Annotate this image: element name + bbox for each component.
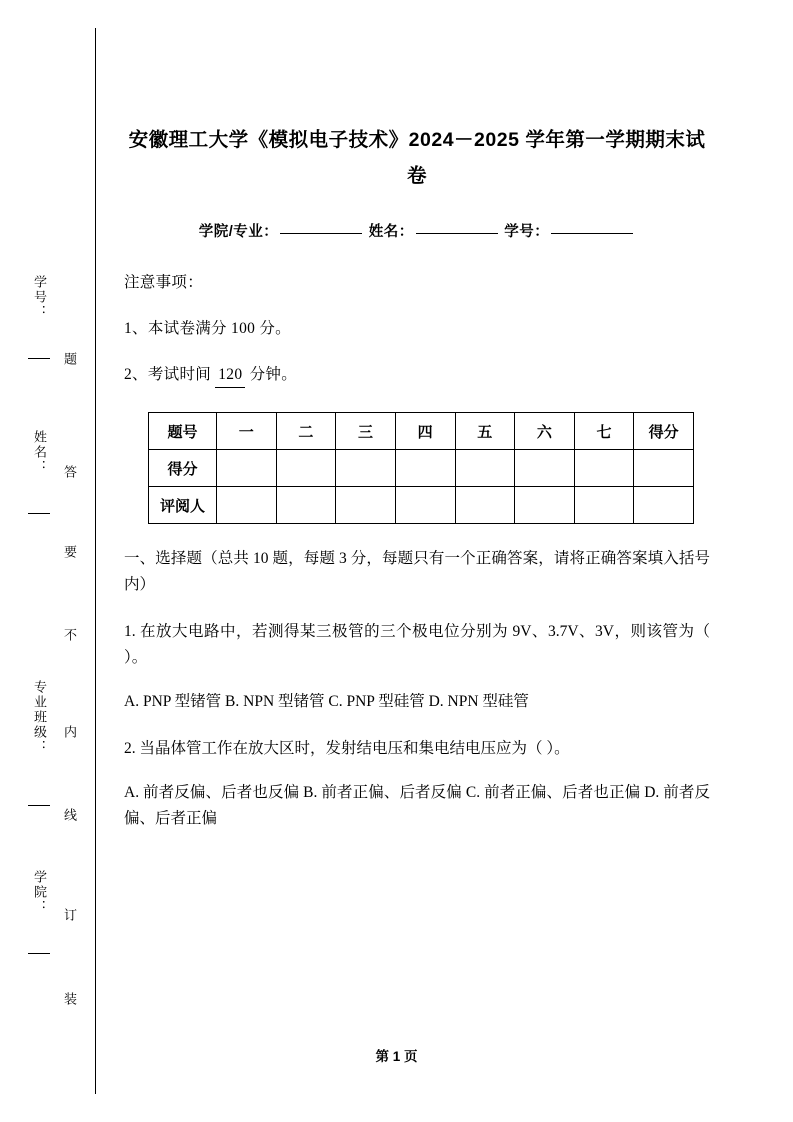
- document-body: [124, 0, 710, 833]
- reviewer-cell[interactable]: [395, 487, 455, 524]
- score-table-row-header-1: 得分: [149, 450, 217, 487]
- field-name: 姓名：: [32, 430, 47, 475]
- question-1-text: 1. 在放大电路中，若测得某三极管的三个极电位分别为 9V、3.7V、3V，则该管为（ ）。: [124, 622, 710, 667]
- seal-char-7: 订: [62, 908, 77, 923]
- note-item-2-suffix: 分钟。: [249, 366, 297, 384]
- field-college-rule: [28, 953, 50, 954]
- section-heading-1: 一、选择题（总共 10 题，每题 3 分，每题只有一个正确答案，请将正确答案填入括号内）: [124, 550, 710, 594]
- score-table-col-3: 四: [395, 413, 455, 450]
- binding-strip: [0, 0, 110, 1122]
- table-row: [149, 450, 694, 487]
- field-name-rule: [28, 513, 50, 514]
- field-student-number: 学号：: [32, 275, 47, 320]
- reviewer-cell[interactable]: [515, 487, 575, 524]
- score-table-col-5: 六: [515, 413, 575, 450]
- seal-char-5: 内: [62, 725, 77, 740]
- score-cell[interactable]: [336, 450, 396, 487]
- reviewer-cell[interactable]: [217, 487, 277, 524]
- page-title: 安徽理工大学《模拟电子技术》2024－2025 学年第一学期期末试卷: [128, 129, 706, 187]
- reviewer-cell[interactable]: [574, 487, 634, 524]
- field-student-number-rule: [28, 358, 50, 359]
- note-item-2-prefix: 2、考试时间: [124, 366, 212, 384]
- score-table-col-7: 得分: [634, 413, 694, 450]
- label-name: 姓名：: [368, 224, 414, 240]
- seal-char-8: 装: [62, 992, 77, 1007]
- reviewer-cell[interactable]: [455, 487, 515, 524]
- field-class: 专业班级：: [32, 680, 47, 755]
- reviewer-cell[interactable]: [634, 487, 694, 524]
- score-table-col-1: 二: [276, 413, 336, 450]
- reviewer-cell[interactable]: [336, 487, 396, 524]
- page-footer: 第 1 页: [375, 1049, 418, 1064]
- score-table-row-header-0: 题号: [149, 413, 217, 450]
- score-table-col-0: 一: [217, 413, 277, 450]
- question-1-options: A. PNP 型锗管 B. NPN 型锗管 C. PNP 型硅管 D. NPN 型硅管: [124, 693, 529, 711]
- score-cell[interactable]: [217, 450, 277, 487]
- score-cell[interactable]: [515, 450, 575, 487]
- notes-heading: 注意事项：: [124, 274, 204, 291]
- question-2-options: A. 前者反偏、后者也反偏 B. 前者正偏、后者反偏 C. 前者正偏、后者也正偏 D. 前者反偏、后者正偏: [124, 784, 710, 828]
- exam-duration-value: 120: [215, 363, 245, 388]
- question-2-text: 2. 当晶体管工作在放大区时，发射结电压和集电结电压应为（ ）。: [124, 739, 570, 757]
- seal-char-1: 题: [62, 352, 77, 367]
- student-info-line: [124, 220, 710, 241]
- note-item-2: [124, 363, 710, 388]
- seal-char-2: 答: [62, 465, 77, 480]
- score-table: [148, 412, 694, 524]
- label-student-number: 学号：: [504, 224, 550, 240]
- field-college: 学院：: [32, 870, 47, 915]
- field-class-rule: [28, 805, 50, 806]
- seal-char-4: 不: [62, 628, 77, 643]
- score-cell[interactable]: [276, 450, 336, 487]
- score-table-col-2: 三: [336, 413, 396, 450]
- score-table-row-header-2: 评阅人: [149, 487, 217, 524]
- score-cell[interactable]: [574, 450, 634, 487]
- score-cell[interactable]: [395, 450, 455, 487]
- table-row: [149, 413, 694, 450]
- seal-char-3: 要: [62, 545, 77, 560]
- binding-vertical-rule: [95, 28, 96, 1094]
- label-college-major: 学院/专业：: [198, 224, 279, 240]
- score-table-col-6: 七: [574, 413, 634, 450]
- table-row: [149, 487, 694, 524]
- note-item-1: 1、本试卷满分 100 分。: [124, 320, 291, 338]
- seal-char-6: 线: [62, 808, 77, 823]
- score-table-col-4: 五: [455, 413, 515, 450]
- reviewer-cell[interactable]: [276, 487, 336, 524]
- blank-college-major: [280, 232, 362, 234]
- score-cell[interactable]: [455, 450, 515, 487]
- score-cell[interactable]: [634, 450, 694, 487]
- blank-name: [416, 232, 498, 234]
- blank-student-number: [551, 232, 633, 234]
